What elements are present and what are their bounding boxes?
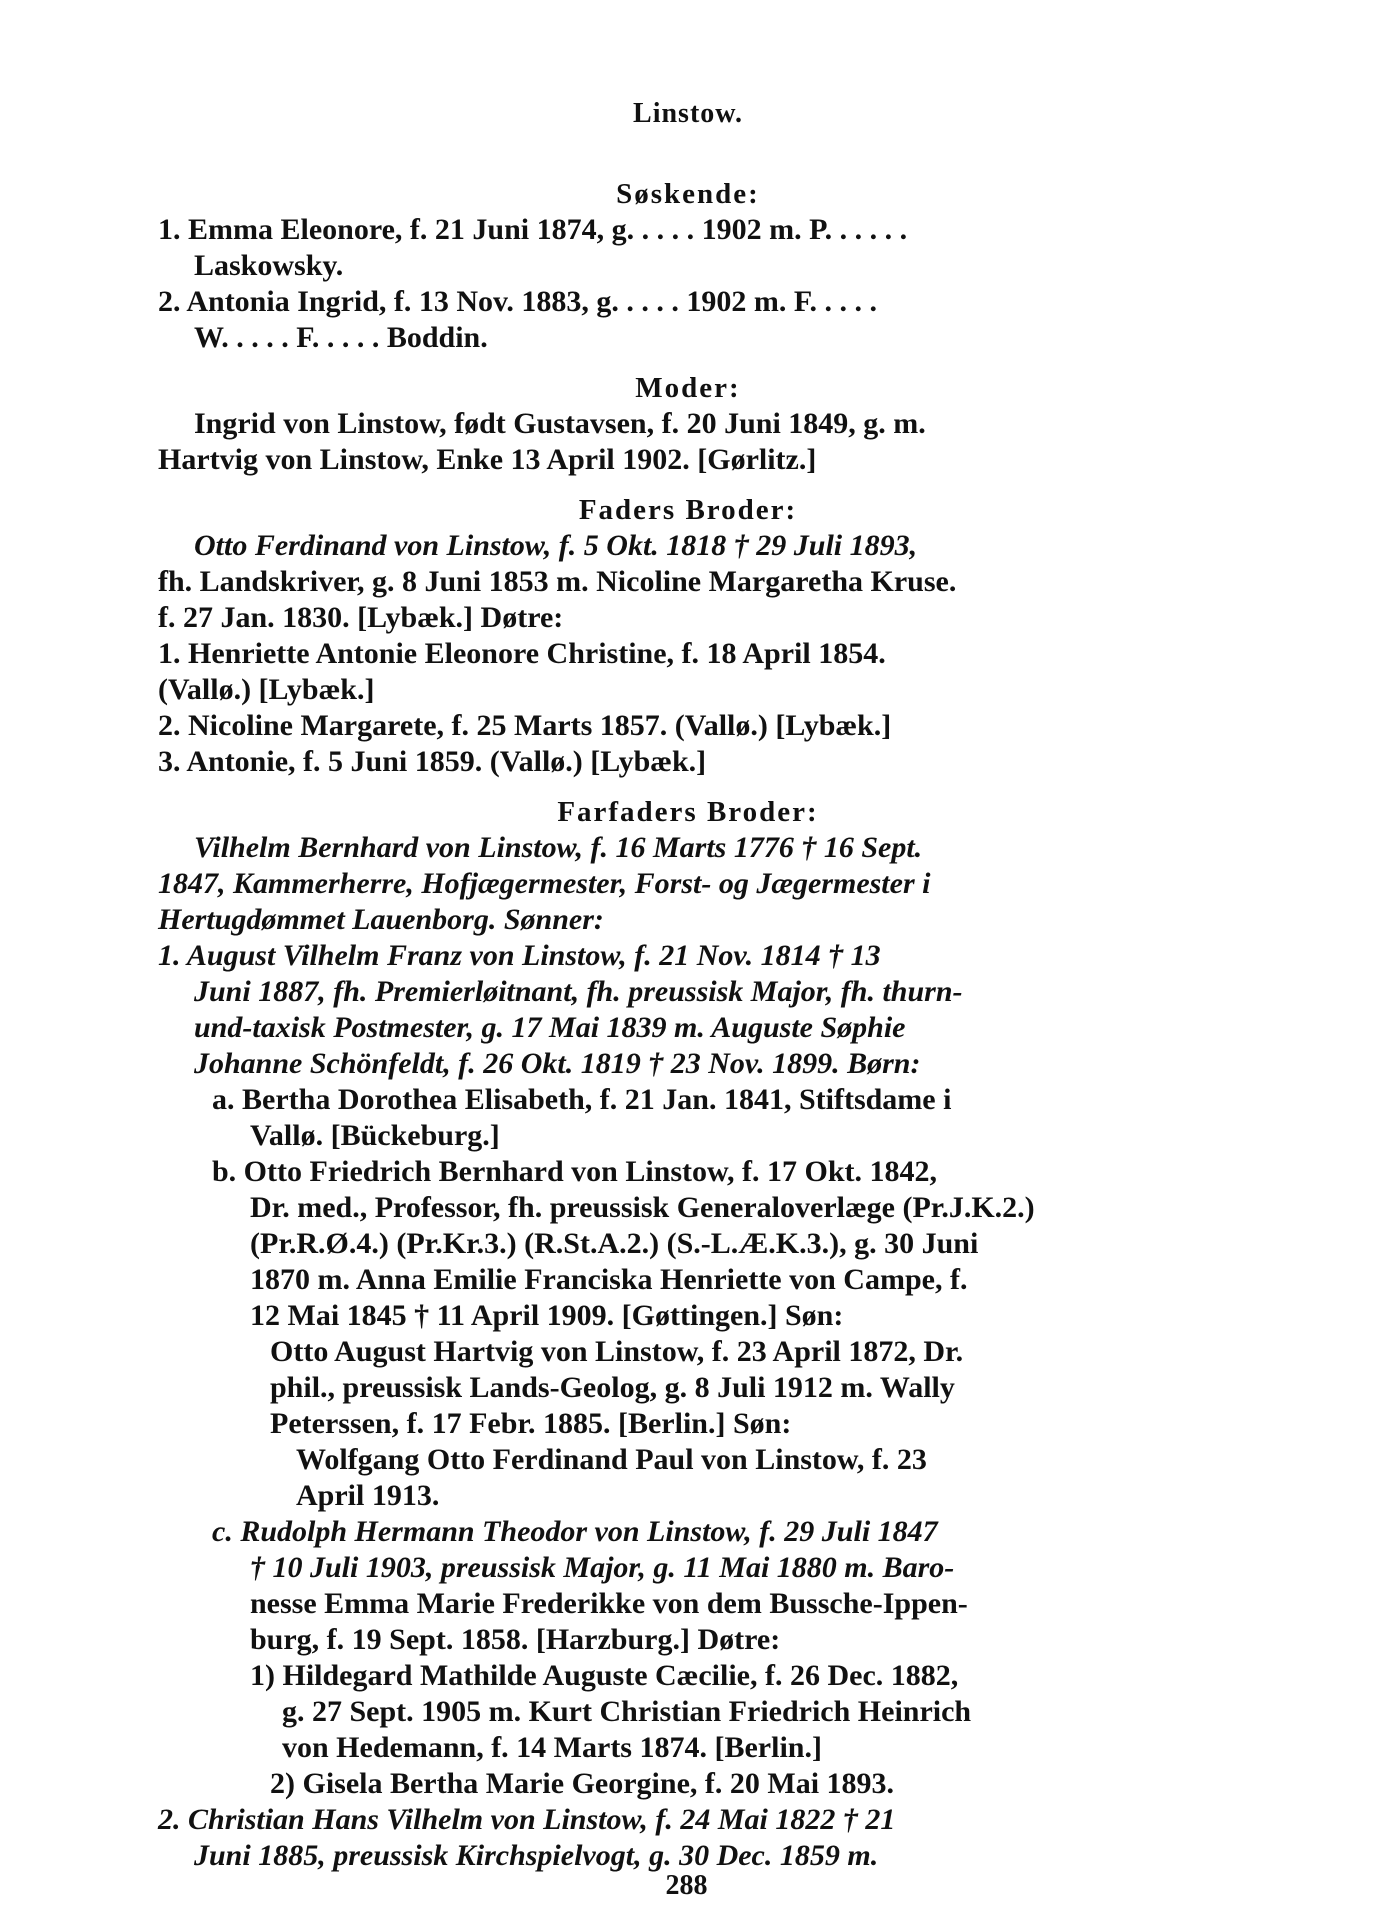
grandfathers-brother-line: Vallø. [Bückeburg.] bbox=[250, 1119, 500, 1152]
fathers-brother-line: 3. Antonie, f. 5 Juni 1859. (Vallø.) [Lybæk.] bbox=[158, 745, 707, 778]
grandfathers-brother-line: Johanne Schönfeldt, f. 26 Okt. 1819 † 23 Nov. 1899. Børn: bbox=[194, 1047, 921, 1080]
fathers-brother-line: (Vallø.) [Lybæk.] bbox=[158, 673, 375, 706]
mother-line: Hartvig von Linstow, Enke 13 April 1902. [Gørlitz.] bbox=[158, 443, 817, 476]
grandfathers-brother-line: Juni 1885, preussisk Kirchspielvogt, g. 30 Dec. 1859 m. bbox=[194, 1839, 879, 1872]
siblings-heading: Søskende: bbox=[616, 178, 760, 210]
grandfathers-brother-line: c. Rudolph Hermann Theodor von Linstow, f. 29 Juli 1847 bbox=[212, 1515, 938, 1548]
fathers-brother-line: fh. Landskriver, g. 8 Juni 1853 m. Nicoline Margaretha Kruse. bbox=[158, 565, 957, 598]
grandfathers-brother-line: Juni 1887, fh. Premierløitnant, fh. preussisk Major, fh. thurn- bbox=[194, 975, 963, 1008]
grandfathers-brother-line: April 1913. bbox=[296, 1479, 440, 1512]
grandfathers-brother-line: phil., preussisk Lands-Geolog, g. 8 Juli 1912 m. Wally bbox=[270, 1371, 955, 1404]
grandfathers-brother-line: nesse Emma Marie Frederikke von dem Bussche-Ippen- bbox=[250, 1587, 968, 1620]
siblings-line: W. . . . . F. . . . . Boddin. bbox=[194, 321, 488, 354]
grandfathers-brother-line: Otto August Hartvig von Linstow, f. 23 April 1872, Dr. bbox=[270, 1335, 964, 1368]
fathers-brother-line: 1. Henriette Antonie Eleonore Christine, f. 18 April 1854. bbox=[158, 637, 886, 670]
grandfathers-brother-line: burg, f. 19 Sept. 1858. [Harzburg.] Døtre: bbox=[250, 1623, 781, 1656]
grandfathers-brother-line: 2. Christian Hans Vilhelm von Linstow, f. 24 Mai 1822 † 21 bbox=[158, 1803, 896, 1836]
page-content bbox=[158, 96, 1218, 1874]
grandfathers-brother-line: 1. August Vilhelm Franz von Linstow, f. 21 Nov. 1814 † 13 bbox=[158, 939, 881, 972]
fathers-brother-line: Otto Ferdinand von Linstow, f. 5 Okt. 1818 † 29 Juli 1893, bbox=[194, 529, 918, 562]
grandfathers-brother-line: Hertugdømmet Lauenborg. Sønner: bbox=[158, 903, 604, 936]
grandfathers-brother-line: und-taxisk Postmester, g. 17 Mai 1839 m. Auguste Søphie bbox=[194, 1011, 906, 1044]
grandfathers-brother-line: 2) Gisela Bertha Marie Georgine, f. 20 Mai 1893. bbox=[270, 1767, 895, 1800]
grandfathers-brother-line: g. 27 Sept. 1905 m. Kurt Christian Friedrich Heinrich bbox=[282, 1695, 972, 1728]
grandfathers-brother-line: Peterssen, f. 17 Febr. 1885. [Berlin.] Søn: bbox=[270, 1407, 792, 1440]
grandfathers-brother-line: 12 Mai 1845 † 11 April 1909. [Gøttingen.] Søn: bbox=[250, 1299, 844, 1332]
mother-heading: Moder: bbox=[635, 372, 741, 404]
siblings-line: Laskowsky. bbox=[194, 249, 344, 282]
grandfathers-brother-line: 1870 m. Anna Emilie Franciska Henriette von Campe, f. bbox=[250, 1263, 968, 1296]
grandfathers-brother-line: 1847, Kammerherre, Hofjægermester, Forst- og Jægermester i bbox=[158, 867, 931, 900]
grandfathers-brother-line: Dr. med., Professor, fh. preussisk Generaloverlæge (Pr.J.K.2.) bbox=[250, 1191, 1035, 1224]
fathers-brother-heading: Faders Broder: bbox=[578, 494, 798, 526]
mother-line: Ingrid von Linstow, født Gustavsen, f. 20 Juni 1849, g. m. bbox=[194, 407, 926, 440]
grandfathers-brother-heading: Farfaders Broder: bbox=[557, 796, 819, 828]
grandfathers-brother-line: b. Otto Friedrich Bernhard von Linstow, f. 17 Okt. 1842, bbox=[212, 1155, 938, 1188]
grandfathers-brother-line: a. Bertha Dorothea Elisabeth, f. 21 Jan. 1841, Stiftsdame i bbox=[212, 1083, 952, 1116]
fathers-brother-line: f. 27 Jan. 1830. [Lybæk.] Døtre: bbox=[158, 601, 564, 634]
siblings-line: 1. Emma Eleonore, f. 21 Juni 1874, g. . . . . 1902 m. P. . . . . . bbox=[158, 213, 908, 246]
page-title: Linstow. bbox=[633, 98, 743, 129]
grandfathers-brother-line: † 10 Juli 1903, preussisk Major, g. 11 Mai 1880 m. Baro- bbox=[250, 1551, 955, 1584]
grandfathers-brother-line: Wolfgang Otto Ferdinand Paul von Linstow, f. 23 bbox=[296, 1443, 927, 1476]
grandfathers-brother-line: Vilhelm Bernhard von Linstow, f. 16 Marts 1776 † 16 Sept. bbox=[194, 831, 923, 864]
fathers-brother-line: 2. Nicoline Margarete, f. 25 Marts 1857. (Vallø.) [Lybæk.] bbox=[158, 709, 892, 742]
page-number: 288 bbox=[665, 1870, 708, 1901]
grandfathers-brother-line: (Pr.R.Ø.4.) (Pr.Kr.3.) (R.St.A.2.) (S.-L.Æ.K.3.), g. 30 Juni bbox=[250, 1227, 979, 1260]
grandfathers-brother-line: 1) Hildegard Mathilde Auguste Cæcilie, f. 26 Dec. 1882, bbox=[250, 1659, 959, 1692]
grandfathers-brother-line: von Hedemann, f. 14 Marts 1874. [Berlin.] bbox=[282, 1731, 822, 1764]
siblings-line: 2. Antonia Ingrid, f. 13 Nov. 1883, g. . . . . 1902 m. F. . . . . bbox=[158, 285, 877, 318]
